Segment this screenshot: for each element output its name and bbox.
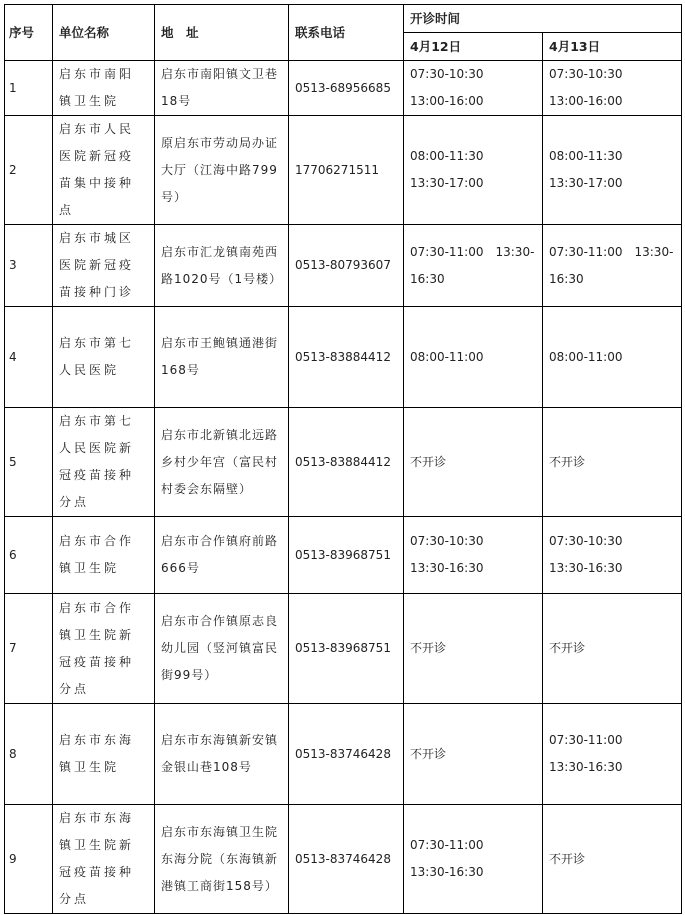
row-unit-name: 启东市第七人民医院 bbox=[53, 307, 155, 408]
row-phone: 17706271511 bbox=[289, 116, 404, 225]
row-hours-date-1: 不开诊 bbox=[404, 594, 543, 704]
row-phone: 0513-83968751 bbox=[289, 517, 404, 594]
header-phone: 联系电话 bbox=[289, 5, 404, 61]
row-hours-date-2: 08:00-11:00 bbox=[543, 307, 682, 408]
row-unit-name: 启东市东海镇卫生院 bbox=[53, 704, 155, 805]
row-address: 启东市东海镇卫生院东海分院（东海镇新港镇工商街158号） bbox=[155, 805, 289, 914]
row-address: 启东市东海镇新安镇金银山巷108号 bbox=[155, 704, 289, 805]
row-hours-date-1: 08:00-11:00 bbox=[404, 307, 543, 408]
row-phone: 0513-83884412 bbox=[289, 408, 404, 517]
row-hours-date-2: 07:30-11:00 13:30-16:30 bbox=[543, 704, 682, 805]
table-row bbox=[5, 408, 682, 517]
row-hours-date-1: 不开诊 bbox=[404, 704, 543, 805]
table-row bbox=[5, 307, 682, 408]
row-phone: 0513-83884412 bbox=[289, 307, 404, 408]
table-row bbox=[5, 517, 682, 594]
row-address: 启东市北新镇北远路乡村少年宫（富民村村委会东隔壁） bbox=[155, 408, 289, 517]
row-unit-name: 启东市第七人民医院新冠疫苗接种分点 bbox=[53, 408, 155, 517]
row-address: 启东市汇龙镇南苑西路1020号（1号楼） bbox=[155, 225, 289, 307]
row-address: 启东市合作镇府前路666号 bbox=[155, 517, 289, 594]
row-hours-date-2: 07:30-11:00 13:30-16:30 bbox=[543, 225, 682, 307]
row-seq: 8 bbox=[5, 704, 53, 805]
row-seq: 3 bbox=[5, 225, 53, 307]
row-seq: 4 bbox=[5, 307, 53, 408]
row-phone: 0513-83746428 bbox=[289, 805, 404, 914]
row-address: 启东市合作镇原志良幼儿园（竖河镇富民街99号） bbox=[155, 594, 289, 704]
row-hours-date-2: 不开诊 bbox=[543, 594, 682, 704]
row-hours-date-2: 08:00-11:30 13:30-17:00 bbox=[543, 116, 682, 225]
row-seq: 5 bbox=[5, 408, 53, 517]
row-hours-date-2: 不开诊 bbox=[543, 805, 682, 914]
header-address: 地 址 bbox=[155, 5, 289, 61]
header-date-2: 4月13日 bbox=[543, 33, 682, 61]
row-hours-date-1: 07:30-10:30 13:00-16:00 bbox=[404, 61, 543, 116]
row-address: 原启东市劳动局办证大厅（江海中路799号） bbox=[155, 116, 289, 225]
row-hours-date-1: 07:30-11:00 13:30-16:30 bbox=[404, 225, 543, 307]
row-seq: 6 bbox=[5, 517, 53, 594]
header-seq: 序号 bbox=[5, 5, 53, 61]
table-row bbox=[5, 704, 682, 805]
row-unit-name: 启东市城区医院新冠疫苗接种门诊 bbox=[53, 225, 155, 307]
row-unit-name: 启东市人民医院新冠疫苗集中接种点 bbox=[53, 116, 155, 225]
row-seq: 7 bbox=[5, 594, 53, 704]
row-seq: 1 bbox=[5, 61, 53, 116]
vaccination-schedule-table bbox=[4, 4, 682, 914]
row-seq: 2 bbox=[5, 116, 53, 225]
row-unit-name: 启东市合作镇卫生院 bbox=[53, 517, 155, 594]
header-hours: 开诊时间 bbox=[404, 5, 682, 33]
row-phone: 0513-68956685 bbox=[289, 61, 404, 116]
header-unit-name: 单位名称 bbox=[53, 5, 155, 61]
row-unit-name: 启东市东海镇卫生院新冠疫苗接种分点 bbox=[53, 805, 155, 914]
row-address: 启东市南阳镇文卫巷18号 bbox=[155, 61, 289, 116]
table-row bbox=[5, 805, 682, 914]
row-seq: 9 bbox=[5, 805, 53, 914]
row-phone: 0513-83968751 bbox=[289, 594, 404, 704]
row-hours-date-1: 07:30-10:30 13:30-16:30 bbox=[404, 517, 543, 594]
row-phone: 0513-83746428 bbox=[289, 704, 404, 805]
table-row bbox=[5, 61, 682, 116]
row-phone: 0513-80793607 bbox=[289, 225, 404, 307]
row-hours-date-2: 不开诊 bbox=[543, 408, 682, 517]
row-hours-date-1: 07:30-11:00 13:30-16:30 bbox=[404, 805, 543, 914]
table-row bbox=[5, 225, 682, 307]
row-unit-name: 启东市合作镇卫生院新冠疫苗接种分点 bbox=[53, 594, 155, 704]
row-hours-date-2: 07:30-10:30 13:30-16:30 bbox=[543, 517, 682, 594]
row-hours-date-2: 07:30-10:30 13:00-16:00 bbox=[543, 61, 682, 116]
table-row bbox=[5, 116, 682, 225]
row-unit-name: 启东市南阳镇卫生院 bbox=[53, 61, 155, 116]
row-hours-date-1: 不开诊 bbox=[404, 408, 543, 517]
row-hours-date-1: 08:00-11:30 13:30-17:00 bbox=[404, 116, 543, 225]
row-address: 启东市王鲍镇通港街168号 bbox=[155, 307, 289, 408]
table-header-row bbox=[5, 5, 682, 33]
table-row bbox=[5, 594, 682, 704]
header-date-1: 4月12日 bbox=[404, 33, 543, 61]
